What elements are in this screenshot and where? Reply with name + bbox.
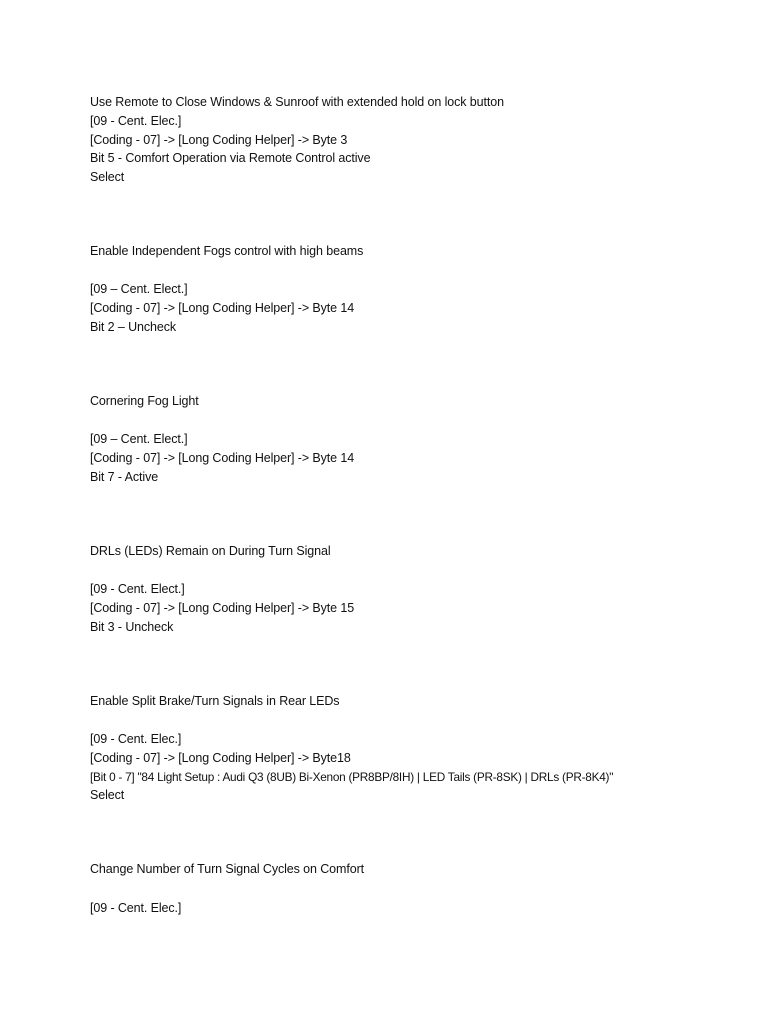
section-6-title: Change Number of Turn Signal Cycles on Comfort bbox=[90, 862, 365, 876]
section-5-module: [09 - Cent. Elec.] bbox=[90, 732, 182, 746]
section-3-coding: [Coding - 07] -> [Long Coding Helper] -> Byte 14 bbox=[90, 451, 355, 465]
section-5-bit: [Bit 0 - 7] "84 Light Setup : Audi Q3 (8UB) Bi-Xenon (PR8BP/8IH) | LED Tails (PR-8SK) | DRLs (PR-8K4)" bbox=[90, 770, 614, 784]
section-2-coding: [Coding - 07] -> [Long Coding Helper] -> Byte 14 bbox=[90, 301, 355, 315]
section-2-module: [09 – Cent. Elect.] bbox=[90, 282, 188, 296]
section-5-action: Select bbox=[90, 788, 125, 802]
section-5-coding: [Coding - 07] -> [Long Coding Helper] -> Byte18 bbox=[90, 751, 351, 765]
section-1-module: [09 - Cent. Elec.] bbox=[90, 114, 182, 128]
section-5-title: Enable Split Brake/Turn Signals in Rear LEDs bbox=[90, 694, 340, 708]
section-2-title: Enable Independent Fogs control with high beams bbox=[90, 244, 364, 258]
section-1-title: Use Remote to Close Windows & Sunroof with extended hold on lock button bbox=[90, 95, 504, 109]
section-4-bit: Bit 3 - Uncheck bbox=[90, 620, 174, 634]
section-4-module: [09 - Cent. Elect.] bbox=[90, 582, 185, 596]
section-1-coding: [Coding - 07] -> [Long Coding Helper] -> Byte 3 bbox=[90, 133, 348, 147]
section-4-title: DRLs (LEDs) Remain on During Turn Signal bbox=[90, 544, 331, 558]
section-1-bit: Bit 5 - Comfort Operation via Remote Control active bbox=[90, 151, 371, 165]
section-3-module: [09 – Cent. Elect.] bbox=[90, 432, 188, 446]
document-page bbox=[90, 0, 750, 1024]
section-6-module: [09 - Cent. Elec.] bbox=[90, 901, 182, 915]
section-1-action: Select bbox=[90, 170, 125, 184]
section-3-bit: Bit 7 - Active bbox=[90, 470, 159, 484]
section-3-title: Cornering Fog Light bbox=[90, 394, 199, 408]
section-4-coding: [Coding - 07] -> [Long Coding Helper] -> Byte 15 bbox=[90, 601, 355, 615]
section-2-bit: Bit 2 – Uncheck bbox=[90, 320, 177, 334]
